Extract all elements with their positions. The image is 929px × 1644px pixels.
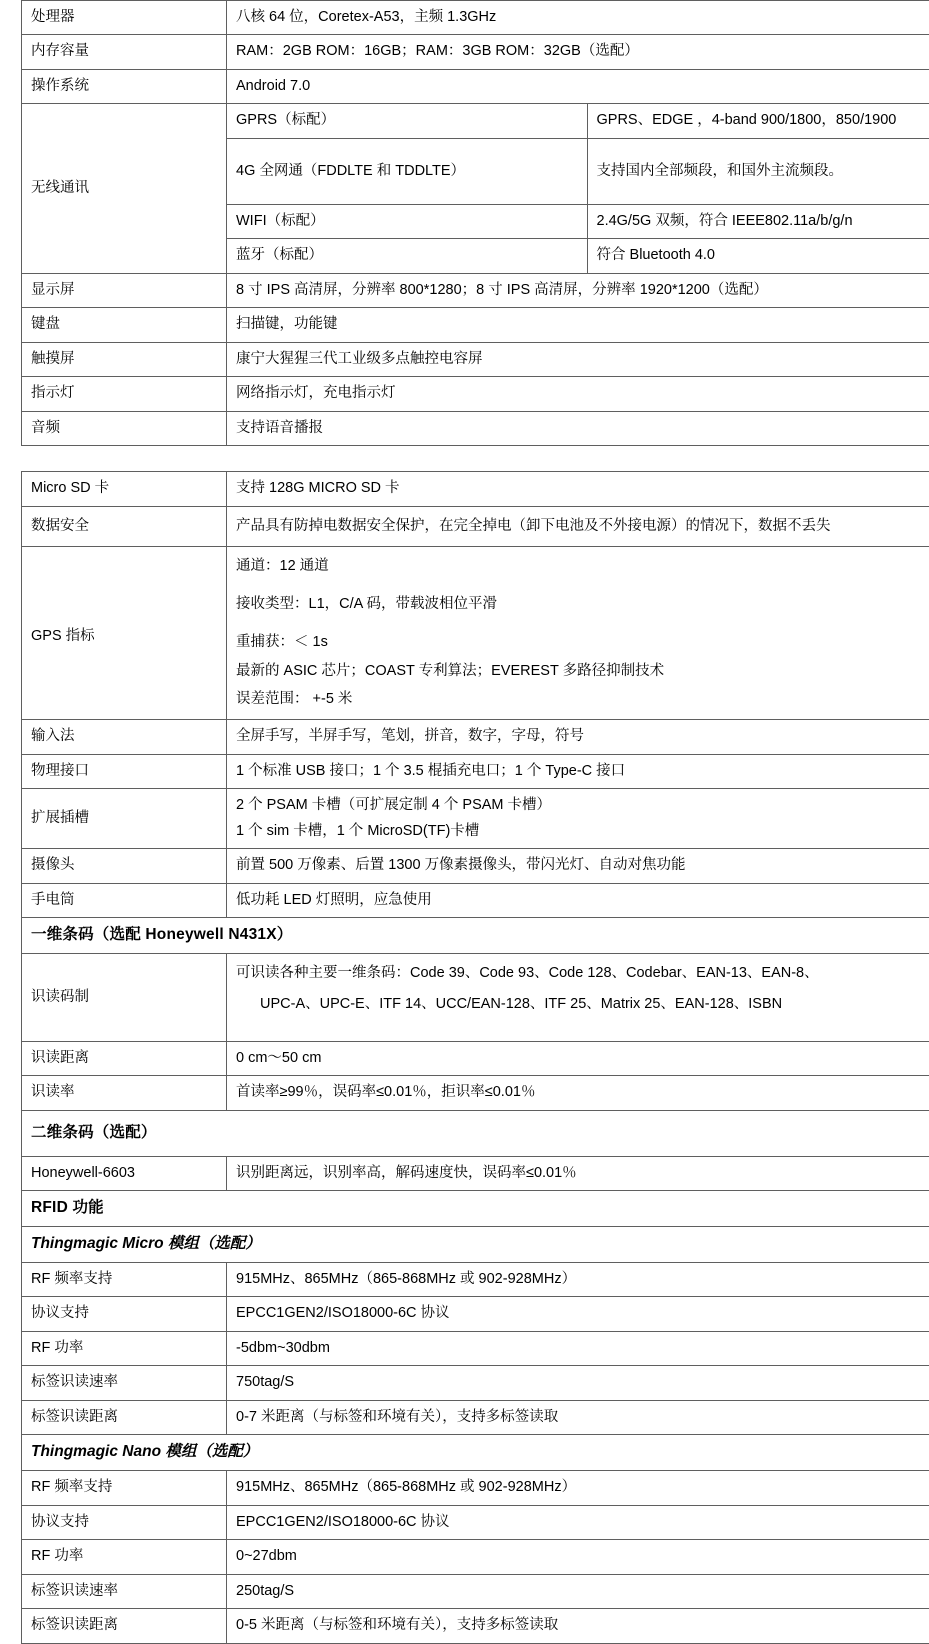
row-value: 8 寸 IPS 高清屏，分辨率 800*1280；8 寸 IPS 高清屏，分辨率 1920*1200（选配） — [227, 273, 929, 307]
row-label: 手电筒 — [22, 883, 227, 917]
row-label: 触摸屏 — [22, 342, 227, 376]
table-row — [22, 954, 929, 1042]
table-row — [22, 1366, 929, 1400]
table-row — [22, 754, 929, 788]
row-subkey: 蓝牙（标配） — [227, 239, 588, 273]
row-value: 低功耗 LED 灯照明，应急使用 — [227, 883, 929, 917]
row-label: 识读码制 — [22, 954, 227, 1042]
section-header-1d-barcode: 一维条码（选配 Honeywell N431X） — [22, 918, 929, 954]
row-value: RAM：2GB ROM：16GB；RAM：3GB ROM：32GB（选配） — [227, 35, 929, 69]
row-value: GPRS、EDGE ，4-band 900/1800，850/1900 — [587, 104, 929, 138]
table-row — [22, 1041, 929, 1075]
row-value: 八核 64 位，Coretex-A53，主频 1.3GHz — [227, 1, 929, 35]
table-row — [22, 1505, 929, 1539]
row-label: RF 功率 — [22, 1331, 227, 1365]
row-label: 识读率 — [22, 1076, 227, 1110]
table-row — [22, 720, 929, 754]
table-row — [22, 1331, 929, 1365]
gps-line: 最新的 ASIC 芯片；COAST 专利算法；EVEREST 多路径抑制技术 — [236, 657, 929, 685]
section-header-thingmagic-nano: Thingmagic Nano 模组（选配） — [22, 1435, 929, 1471]
row-value: 支持国内全部频段，和国外主流频段。 — [587, 138, 929, 204]
row-value-gps — [227, 546, 929, 719]
row-value: 支持语音播报 — [227, 411, 929, 445]
spec-table-features — [21, 471, 929, 1644]
row-label: 物理接口 — [22, 754, 227, 788]
row-label: 显示屏 — [22, 273, 227, 307]
section-header-rfid: RFID 功能 — [22, 1190, 929, 1226]
table-section-row — [22, 1190, 929, 1226]
row-label: 标签识读距离 — [22, 1400, 227, 1434]
row-value: 网络指示灯，充电指示灯 — [227, 377, 929, 411]
row-label: 协议支持 — [22, 1297, 227, 1331]
table-row — [22, 1609, 929, 1643]
row-subkey: 4G 全网通（FDDLTE 和 TDDLTE） — [227, 138, 588, 204]
row-label: GPS 指标 — [22, 546, 227, 719]
table-section-row — [22, 1110, 929, 1156]
row-value: 1 个标准 USB 接口；1 个 3.5 棍插充电口；1 个 Type-C 接口 — [227, 754, 929, 788]
table-row — [22, 883, 929, 917]
value-line: 可识读各种主要一维条码：Code 39、Code 93、Code 128、Codebar、EAN-13、EAN-8、 — [236, 959, 929, 987]
row-value: 符合 Bluetooth 4.0 — [587, 239, 929, 273]
row-label-wireless: 无线通讯 — [22, 104, 227, 273]
row-label: Micro SD 卡 — [22, 472, 227, 506]
row-label: 输入法 — [22, 720, 227, 754]
table-row — [22, 1076, 929, 1110]
table-row — [22, 1156, 929, 1190]
table-row — [22, 411, 929, 445]
table-row — [22, 789, 929, 849]
table-row — [22, 1574, 929, 1608]
table-row — [22, 1297, 929, 1331]
table-row — [22, 849, 929, 883]
row-value: 915MHz、865MHz（865-868MHz 或 902-928MHz） — [227, 1263, 929, 1297]
row-label: 指示灯 — [22, 377, 227, 411]
row-value: EPCC1GEN2/ISO18000-6C 协议 — [227, 1505, 929, 1539]
section-header-2d-barcode: 二维条码（选配） — [22, 1110, 929, 1156]
row-label: 标签识读速率 — [22, 1574, 227, 1608]
spec-table-hardware — [21, 0, 929, 446]
table-row — [22, 472, 929, 506]
table-row-gps — [22, 546, 929, 719]
row-value: 2.4G/5G 双频，符合 IEEE802.11a/b/g/n — [587, 204, 929, 238]
row-value: 750tag/S — [227, 1366, 929, 1400]
table-separator — [0, 446, 929, 471]
row-label: RF 功率 — [22, 1540, 227, 1574]
table-row — [22, 273, 929, 307]
table-row — [22, 1, 929, 35]
row-label: RF 频率支持 — [22, 1471, 227, 1505]
row-value — [227, 789, 929, 849]
table-section-row — [22, 1227, 929, 1263]
gps-line: 通道：12 通道 — [236, 552, 929, 580]
row-value: 产品具有防掉电数据安全保护，在完全掉电（卸下电池及不外接电源）的情况下，数据不丢失 — [227, 506, 929, 546]
row-label: 数据安全 — [22, 506, 227, 546]
table-row — [22, 104, 929, 138]
row-value: 915MHz、865MHz（865-868MHz 或 902-928MHz） — [227, 1471, 929, 1505]
row-value: 支持 128G MICRO SD 卡 — [227, 472, 929, 506]
row-label: Honeywell-6603 — [22, 1156, 227, 1190]
table-row — [22, 69, 929, 103]
table-section-row — [22, 918, 929, 954]
row-label: 协议支持 — [22, 1505, 227, 1539]
row-value: 0-7 米距离（与标签和环境有关），支持多标签读取 — [227, 1400, 929, 1434]
table-row — [22, 1540, 929, 1574]
row-label: 处理器 — [22, 1, 227, 35]
row-label: RF 频率支持 — [22, 1263, 227, 1297]
row-label: 识读距离 — [22, 1041, 227, 1075]
row-label: 操作系统 — [22, 69, 227, 103]
value-line: 2 个 PSAM 卡槽（可扩展定制 4 个 PSAM 卡槽） — [236, 794, 929, 816]
table-section-row — [22, 1435, 929, 1471]
row-label: 键盘 — [22, 308, 227, 342]
table-row — [22, 342, 929, 376]
row-value: 全屏手写，半屏手写，笔划，拼音，数字，字母，符号 — [227, 720, 929, 754]
row-value: 250tag/S — [227, 1574, 929, 1608]
table-row — [22, 377, 929, 411]
table-row — [22, 35, 929, 69]
row-label: 扩展插槽 — [22, 789, 227, 849]
row-value — [227, 954, 929, 1042]
row-value: 康宁大猩猩三代工业级多点触控电容屏 — [227, 342, 929, 376]
value-line: 1 个 sim 卡槽，1 个 MicroSD(TF)卡槽 — [236, 820, 929, 842]
row-value: 前置 500 万像素、后置 1300 万像素摄像头，带闪光灯、自动对焦功能 — [227, 849, 929, 883]
table-row — [22, 506, 929, 546]
row-value: -5dbm~30dbm — [227, 1331, 929, 1365]
row-value: 首读率≥99％，误码率≤0.01％，拒识率≤0.01％ — [227, 1076, 929, 1110]
row-label: 内存容量 — [22, 35, 227, 69]
row-value: 0~27dbm — [227, 1540, 929, 1574]
row-label: 标签识读速率 — [22, 1366, 227, 1400]
row-label: 标签识读距离 — [22, 1609, 227, 1643]
row-value: 识别距离远，识别率高，解码速度快，误码率≤0.01％ — [227, 1156, 929, 1190]
row-value: 0 cm～50 cm — [227, 1041, 929, 1075]
row-subkey: WIFI（标配） — [227, 204, 588, 238]
gps-line: 误差范围： +-5 米 — [236, 685, 929, 713]
table-row — [22, 308, 929, 342]
gps-line: 重捕获：＜ 1s — [236, 628, 929, 656]
value-line: UPC-A、UPC-E、ITF 14、UCC/EAN-128、ITF 25、Matrix 25、EAN-128、ISBN — [236, 990, 929, 1018]
row-value: Android 7.0 — [227, 69, 929, 103]
section-header-thingmagic-micro: Thingmagic Micro 模组（选配） — [22, 1227, 929, 1263]
row-label: 音频 — [22, 411, 227, 445]
row-value: 扫描键，功能键 — [227, 308, 929, 342]
table-row — [22, 1400, 929, 1434]
gps-line: 接收类型：L1，C/A 码，带载波相位平滑 — [236, 590, 929, 618]
row-value: EPCC1GEN2/ISO18000-6C 协议 — [227, 1297, 929, 1331]
row-subkey: GPRS（标配） — [227, 104, 588, 138]
table-row — [22, 1263, 929, 1297]
table-row — [22, 1471, 929, 1505]
row-value: 0-5 米距离（与标签和环境有关），支持多标签读取 — [227, 1609, 929, 1643]
row-label: 摄像头 — [22, 849, 227, 883]
